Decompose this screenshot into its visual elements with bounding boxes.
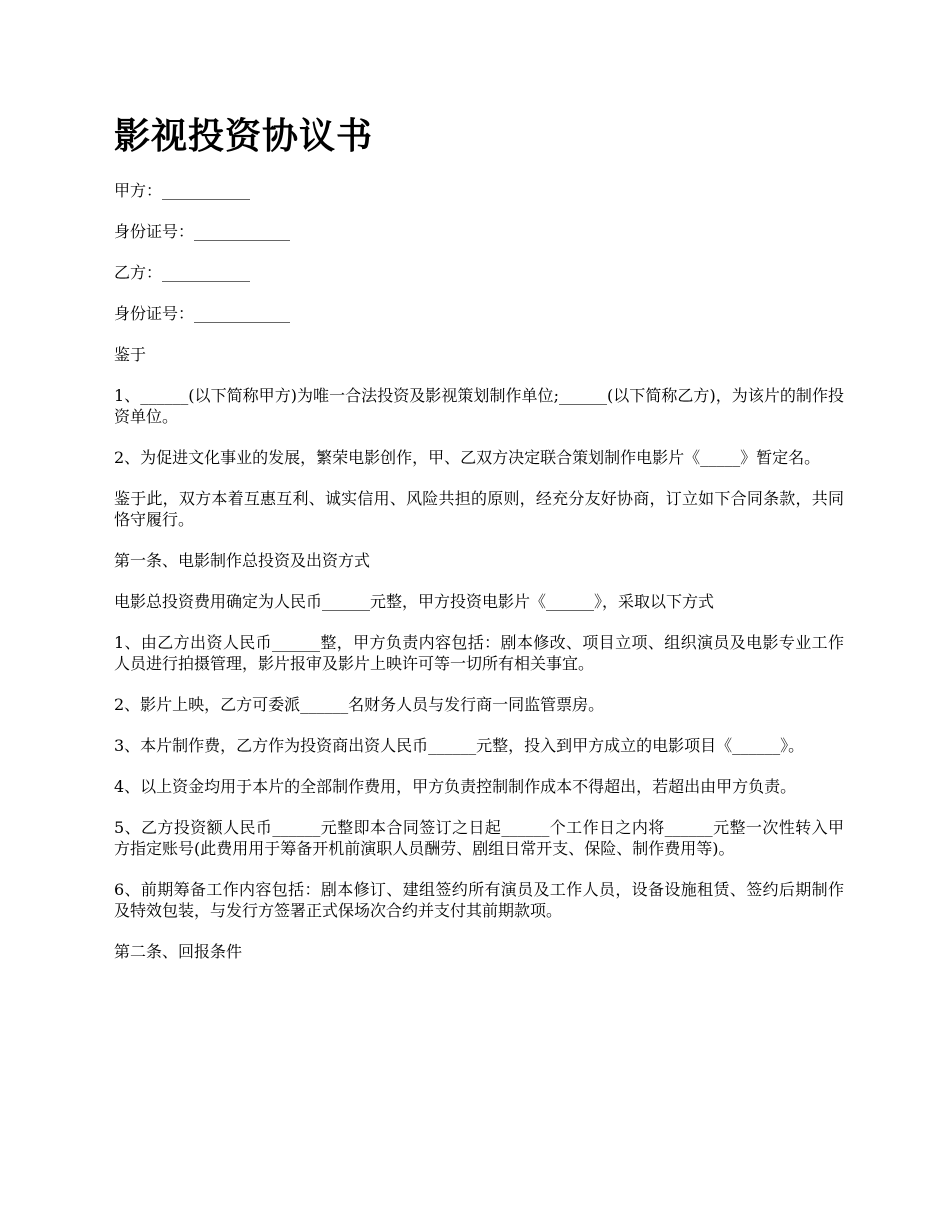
article-1-item-4: 4、以上资金均用于本片的全部制作费用，甲方负责控制制作成本不得超出，若超出由甲方负责。: [114, 777, 797, 796]
article-1-item-6: 6、前期筹备工作内容包括：剧本修订、建组签约所有演员及工作人员，设备设施租赁、签约后期制作及特效包装，与发行方签署正式保场次合约并支付其前期款项。: [114, 880, 844, 920]
agreement-preamble: 鉴于此，双方本着互惠互利、诚实信用、风险共担的原则，经充分友好协商，订立如下合同条款，共同恪守履行。: [114, 489, 844, 529]
document-title: 影视投资协议书: [114, 115, 374, 157]
article-2-heading: 第二条、回报条件: [114, 942, 243, 961]
article-1-heading: 第一条、电影制作总投资及出资方式: [114, 551, 371, 570]
whereas-heading: 鉴于: [114, 345, 147, 364]
article-1-item-3: 3、本片制作费，乙方作为投资商出资人民币______元整，投入到甲方成立的电影项目《______》。: [114, 736, 805, 755]
party-b-field: 乙方：___________: [114, 263, 251, 282]
party-a-id-field: 身份证号：____________: [114, 222, 291, 241]
whereas-clause-2: 2、为促进文化事业的发展，繁荣电影创作，甲、乙双方决定联合策划制作电影片《_____》暂定名。: [114, 448, 821, 467]
article-1-item-5: 5、乙方投资额人民币______元整即本合同签订之日起______个工作日之内将______元整一次性转入甲方指定账号(此费用用于筹备开机前演职人员酬劳、剧组日常开支、保险、制作费用等)。: [114, 818, 844, 858]
party-b-id-field: 身份证号：____________: [114, 304, 291, 323]
article-1-intro: 电影总投资费用确定为人民币______元整，甲方投资电影片《______》，采取以下方式: [114, 592, 715, 611]
article-1-item-2: 2、影片上映，乙方可委派______名财务人员与发行商一同监管票房。: [114, 695, 605, 714]
document-page: [114, 108, 844, 982]
whereas-clause-1: 1、______(以下简称甲方)为唯一合法投资及影视策划制作单位;______(以下简称乙方)，为该片的制作投资单位。: [114, 386, 844, 426]
article-1-item-1: 1、由乙方出资人民币______整，甲方负责内容包括：剧本修改、项目立项、组织演员及电影专业工作人员进行拍摄管理，影片报审及影片上映许可等一切所有相关事宜。: [114, 633, 844, 673]
party-a-field: 甲方：___________: [114, 181, 251, 200]
